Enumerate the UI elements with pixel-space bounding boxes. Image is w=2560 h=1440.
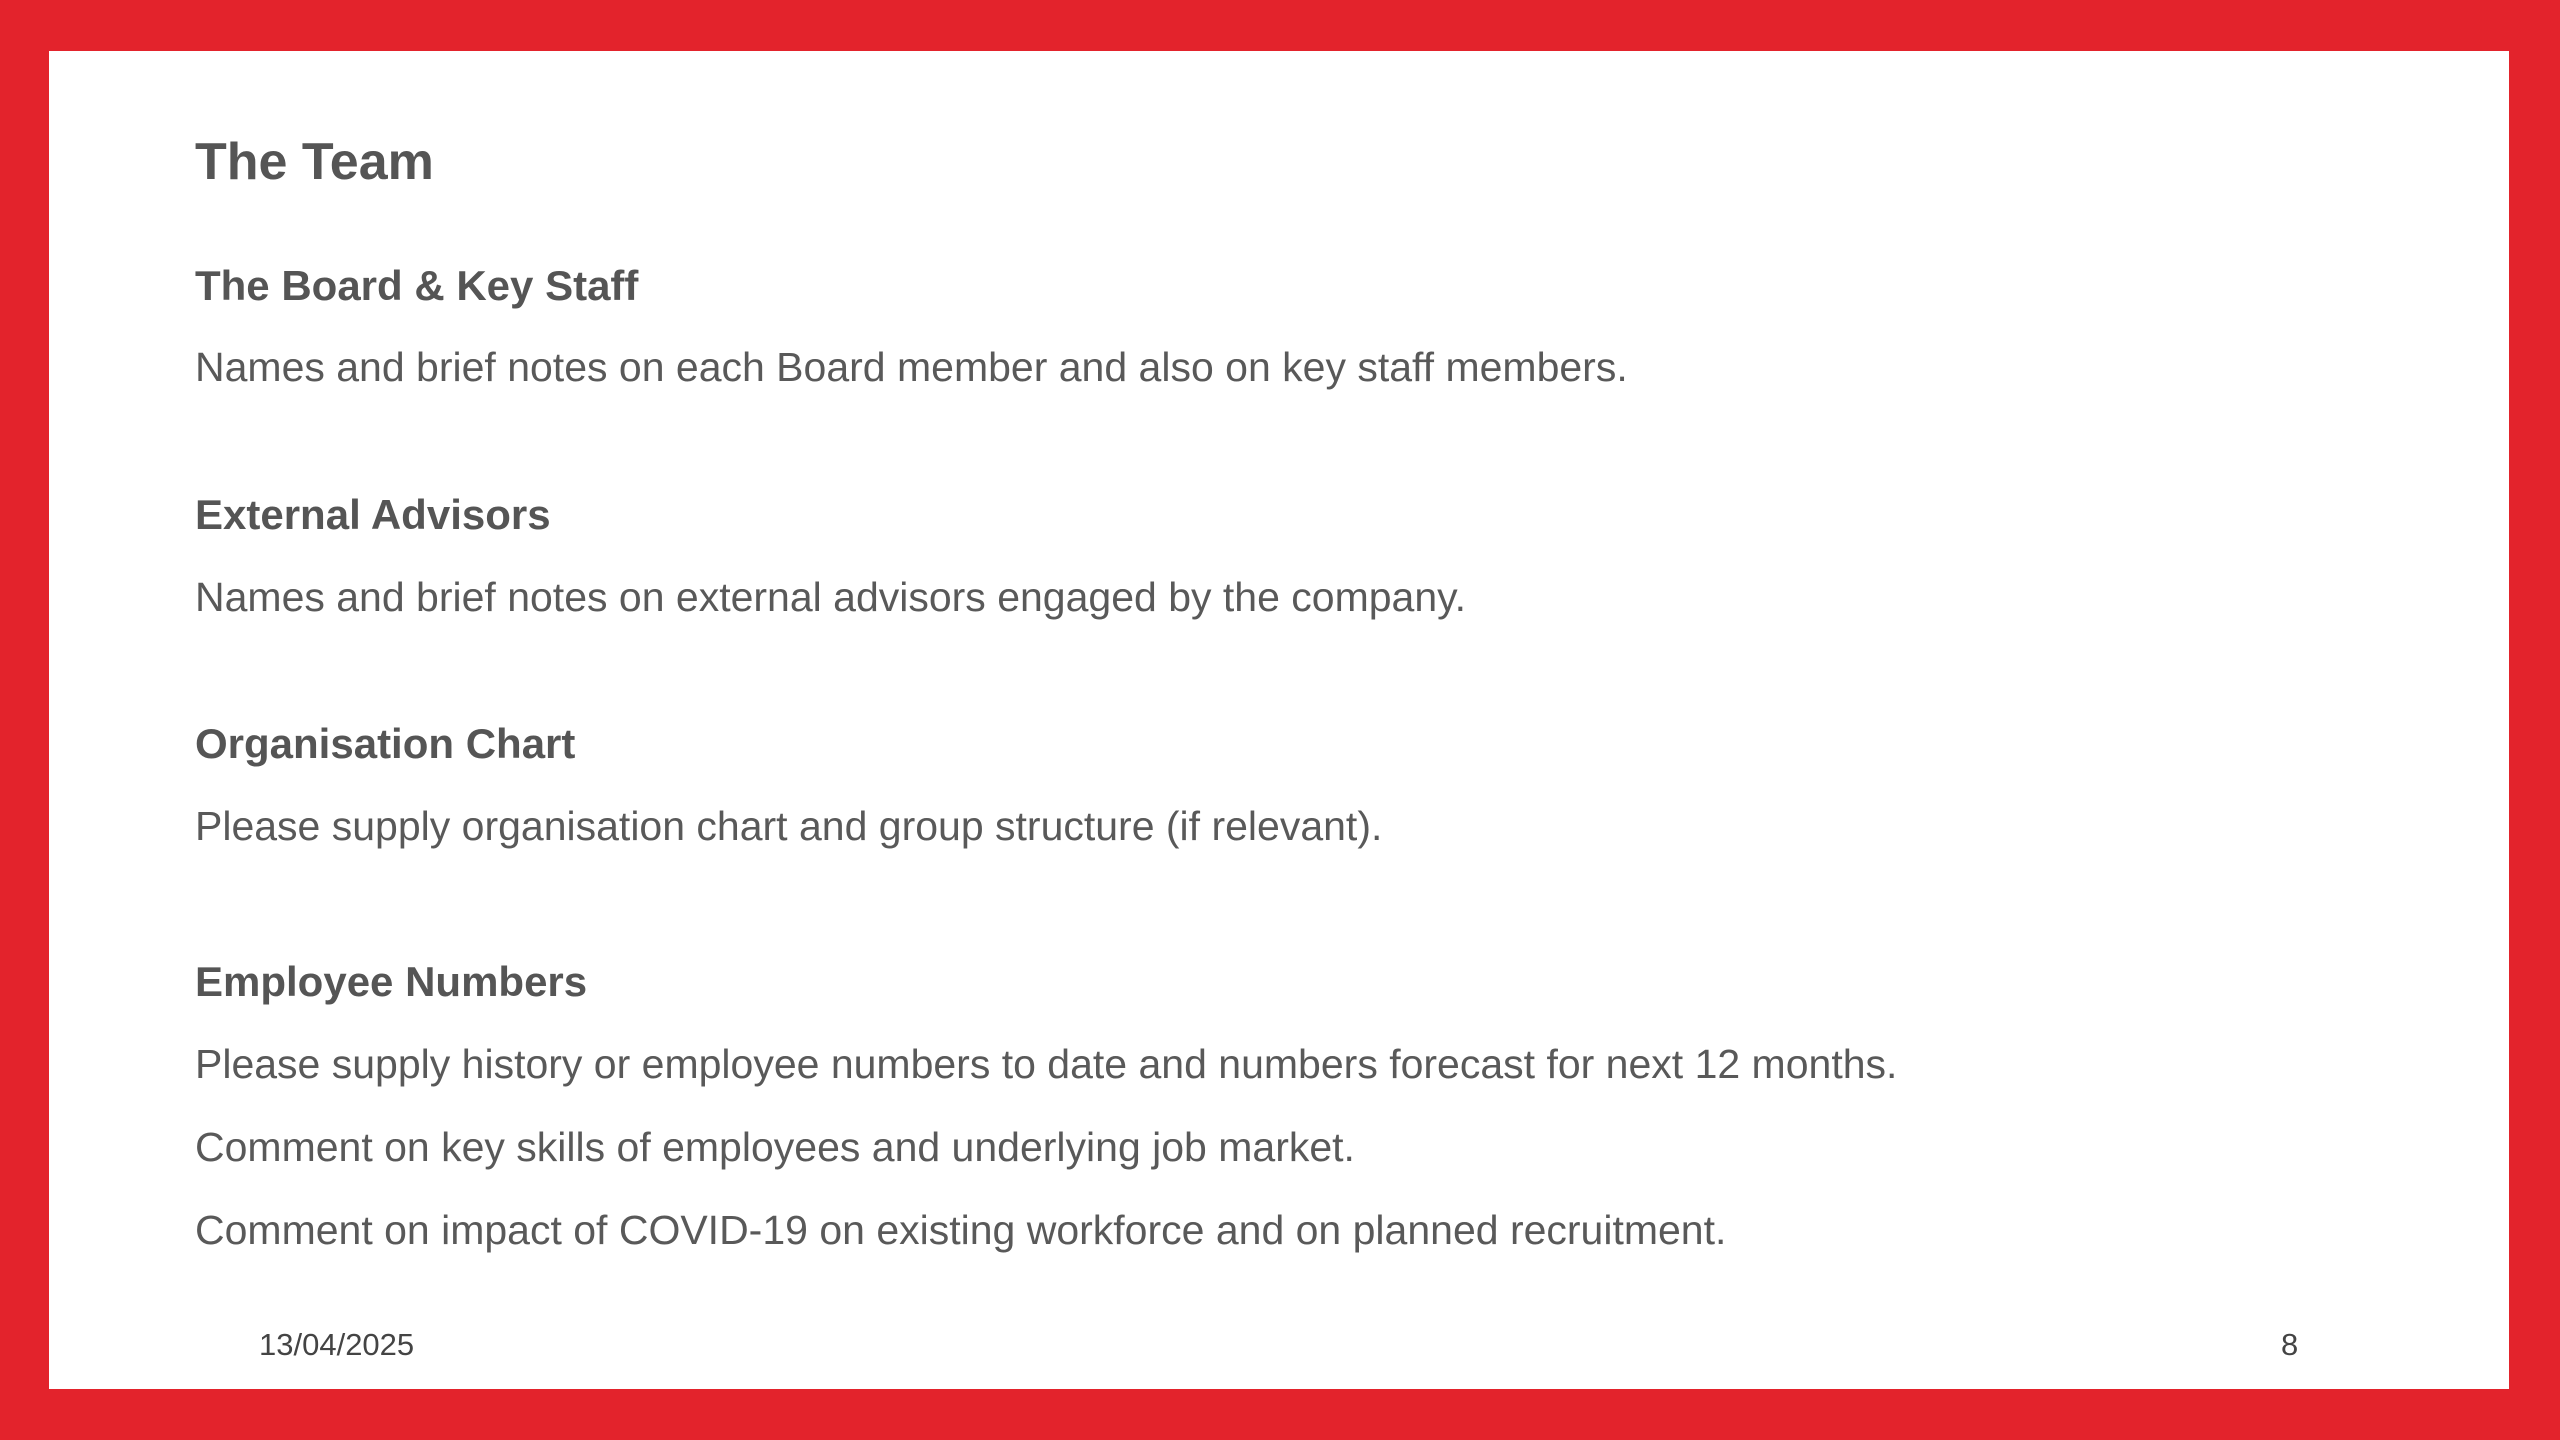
- section-paragraph: Names and brief notes on external advisors engaged by the company.: [195, 574, 1466, 620]
- section-heading-organisation-chart: Organisation Chart: [195, 720, 576, 767]
- section-paragraph: Comment on key skills of employees and underlying job market.: [195, 1124, 1355, 1170]
- footer-date: 13/04/2025: [259, 1327, 415, 1362]
- section-paragraph: Names and brief notes on each Board member and also on key staff members.: [195, 344, 1628, 390]
- slide-title: The Team: [195, 133, 434, 191]
- section-heading-employee-numbers: Employee Numbers: [195, 958, 588, 1005]
- section-heading-board-key-staff: The Board & Key Staff: [195, 262, 639, 309]
- section-paragraph: Please supply organisation chart and group structure (if relevant).: [195, 803, 1383, 849]
- section-paragraph: Please supply history or employee numbers to date and numbers forecast for next 12 months.: [195, 1041, 1898, 1087]
- slide: [49, 51, 2509, 1389]
- section-heading-external-advisors: External Advisors: [195, 491, 551, 538]
- section-paragraph: Comment on impact of COVID-19 on existing workforce and on planned recruitment.: [195, 1207, 1727, 1253]
- footer-page-number: 8: [2281, 1327, 2299, 1362]
